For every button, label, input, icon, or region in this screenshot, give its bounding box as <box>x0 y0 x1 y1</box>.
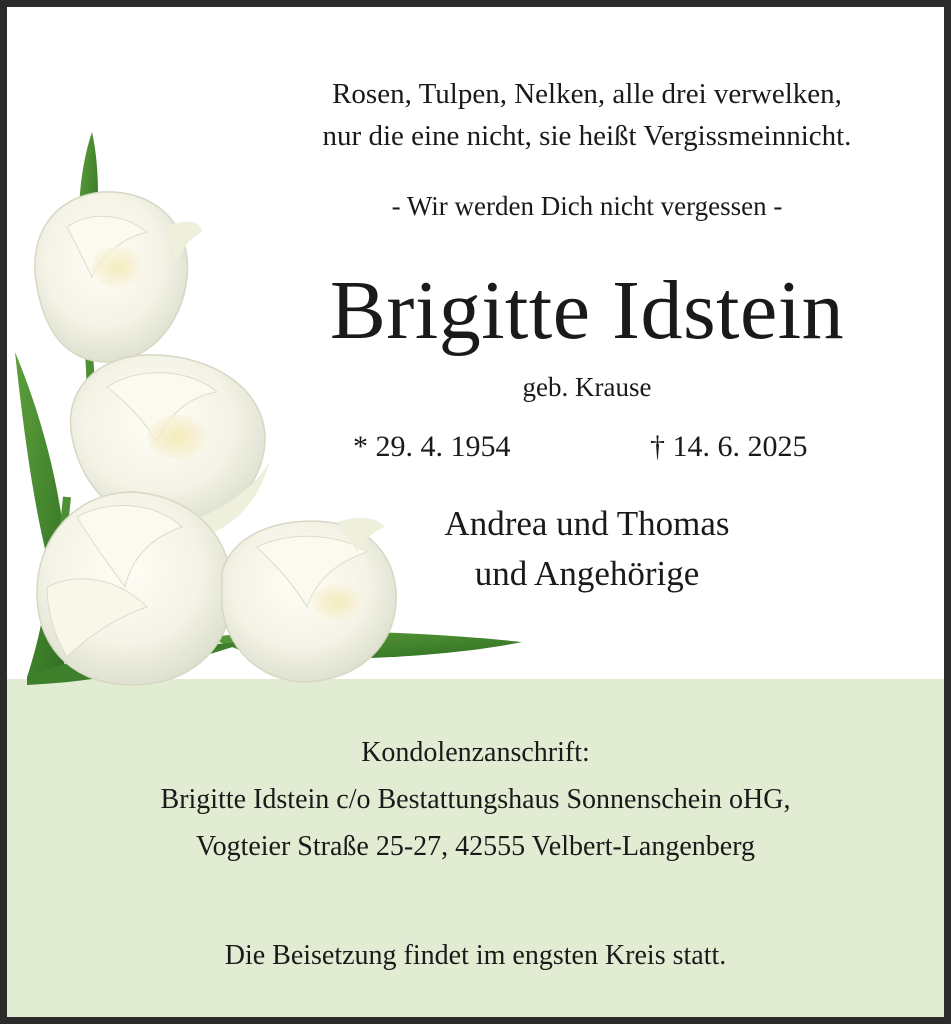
poem <box>292 73 882 157</box>
poem-line-1: Rosen, Tulpen, Nelken, alle drei verwelken, <box>332 78 842 110</box>
tulip-top <box>35 192 202 362</box>
death-date: † 14. 6. 2025 <box>650 430 808 463</box>
mourners-line-2: und Angehörige <box>474 554 700 593</box>
motto: - Wir werden Dich nicht vergessen - <box>391 191 783 221</box>
maiden-name: geb. Krause <box>522 372 652 402</box>
condolence-line-2: Vogteier Straße 25-27, 42555 Velbert-Langenberg <box>195 831 756 862</box>
poem-line-2: nur die eine nicht, sie heißt Vergissmeinnicht. <box>322 120 852 152</box>
birth-date: * 29. 4. 1954 <box>353 430 511 463</box>
condolence-line-1: Brigitte Idstein c/o Bestattungshaus Sonnenschein oHG, <box>160 784 791 815</box>
condolence-heading: Kondolenzanschrift: <box>361 737 590 768</box>
deceased-name: Brigitte Idstein <box>329 264 845 357</box>
funeral-note: Die Beisetzung findet im engsten Kreis statt. <box>224 940 727 971</box>
mourners-line-1: Andrea und Thomas <box>444 504 730 543</box>
condolence-address <box>7 729 944 870</box>
mourners <box>347 499 827 599</box>
tulip-bottom-left <box>37 492 232 685</box>
